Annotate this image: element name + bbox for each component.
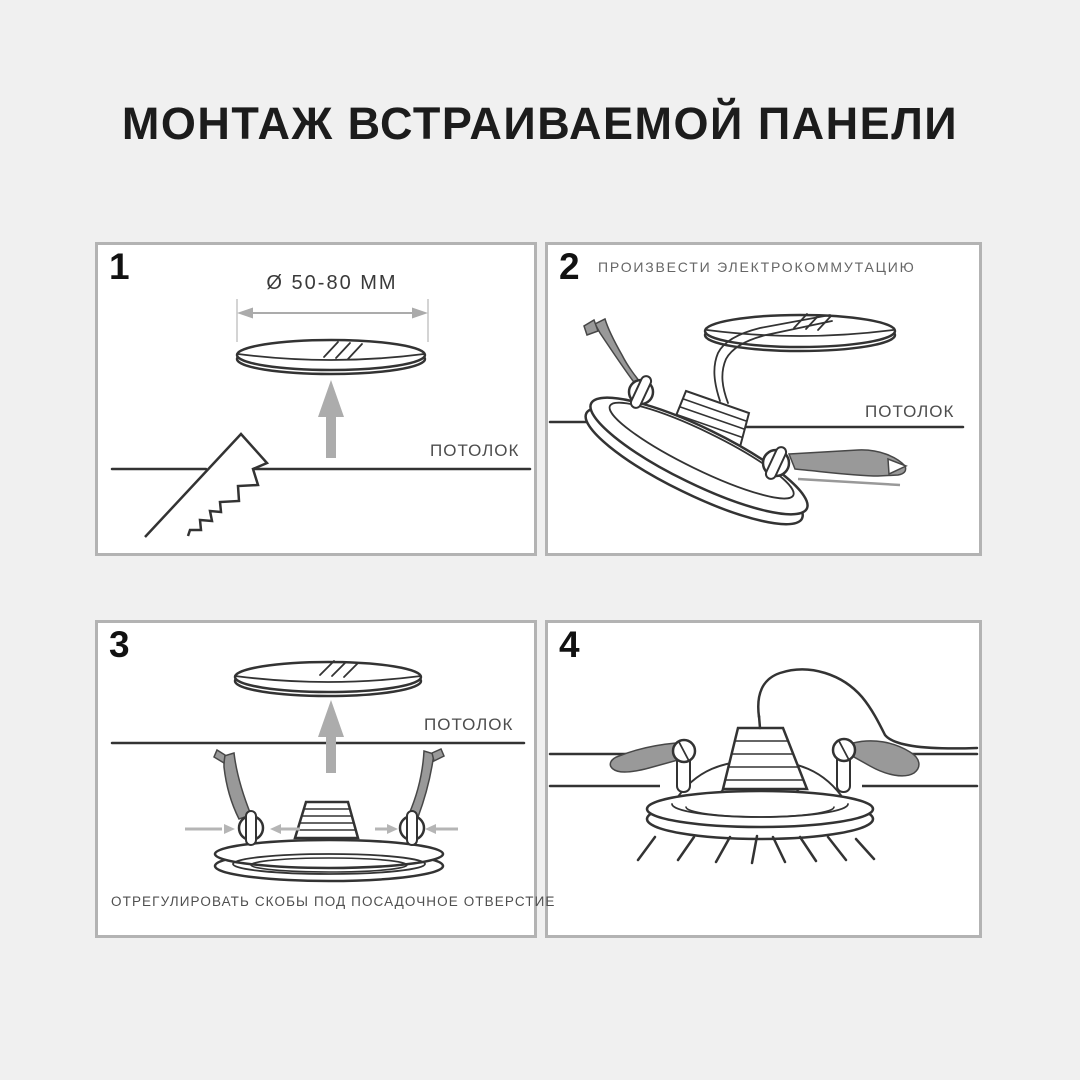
light-rays (638, 836, 874, 863)
led-panel-disc (237, 340, 425, 374)
power-wire (758, 669, 977, 748)
spring-clip-left (214, 750, 263, 845)
step-3-diagram (98, 623, 534, 935)
spring-clip-upper (584, 319, 653, 410)
ceiling-label: ПОТОЛОК (424, 715, 514, 734)
step-3-footnote: ОТРЕГУЛИРОВАТЬ СКОБЫ ПОД ПОСАДОЧНОЕ ОТВЕРСТИЕ (111, 894, 556, 909)
driver-box (295, 802, 358, 838)
step-1-number: 1 (109, 246, 130, 287)
up-arrow-icon (318, 700, 344, 773)
step-1-panel (95, 242, 537, 556)
dimension-line (237, 299, 428, 342)
page-title: МОНТАЖ ВСТРАИВАЕМОЙ ПАНЕЛИ (121, 98, 959, 149)
ceiling-cutout-piece (145, 434, 267, 537)
step-2-number: 2 (559, 246, 580, 287)
step-2-caption: ПРОИЗВЕСТИ ЭЛЕКТРОКОММУТАЦИЮ (598, 259, 916, 275)
step-4-diagram (548, 623, 979, 935)
spring-clip-right (400, 749, 444, 845)
step-2-diagram (548, 245, 979, 553)
led-panel-disc (235, 661, 421, 696)
hole-diameter-label: Ø 50-80 ММ (266, 272, 398, 294)
ceiling-label: ПОТОЛОК (430, 441, 520, 460)
step-2-panel (545, 242, 982, 556)
step-3-panel (95, 620, 556, 938)
step-3-number: 3 (109, 624, 130, 665)
ceiling-label: ПОТОЛОК (865, 402, 955, 421)
junction-cover-disc (705, 314, 895, 351)
trim-ring (647, 791, 873, 839)
step-4-number: 4 (559, 624, 580, 665)
step-4-panel (545, 620, 982, 938)
up-arrow-icon (318, 380, 344, 458)
led-panel-body (215, 840, 443, 881)
